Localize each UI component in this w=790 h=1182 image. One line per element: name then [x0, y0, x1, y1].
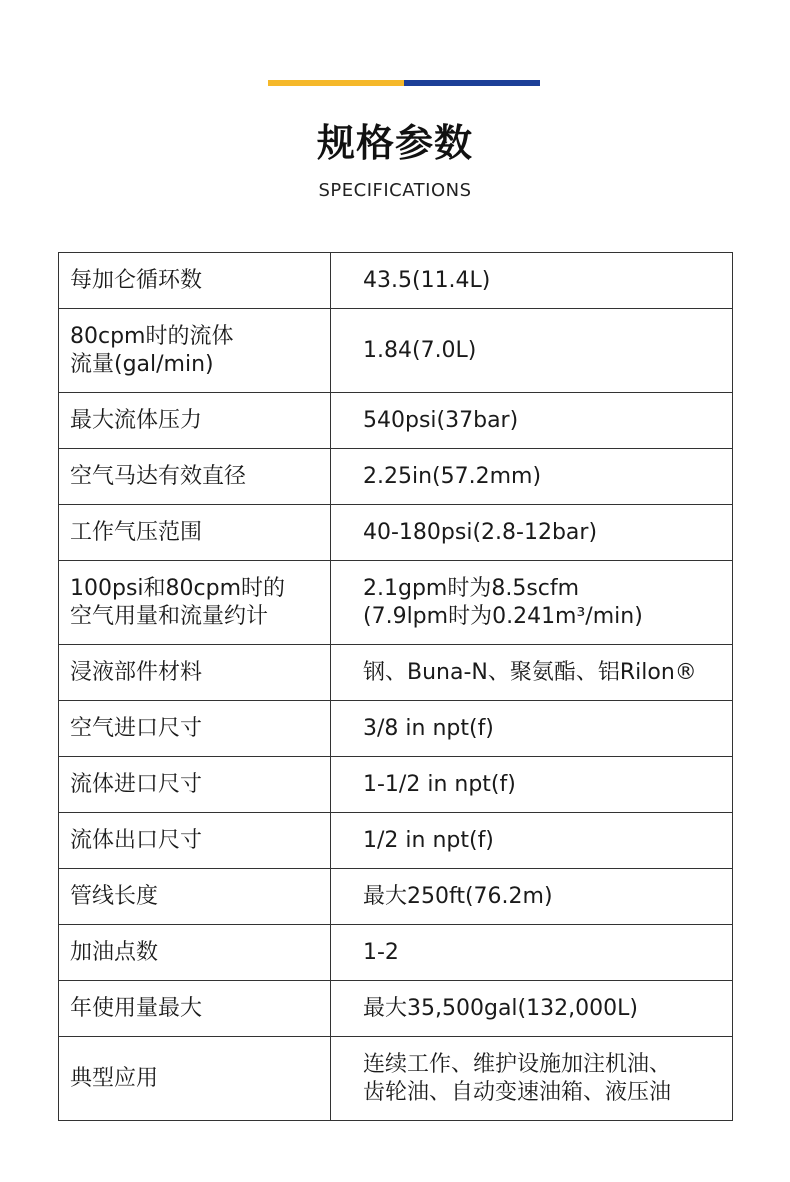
spec-label-line: 最大流体压力	[70, 407, 203, 433]
spec-label	[59, 757, 331, 813]
spec-value-line: 1-1/2 in npt(f)	[363, 771, 516, 797]
spec-value-line: 齿轮油、自动变速油箱、液压油	[363, 1079, 672, 1105]
spec-value	[331, 757, 733, 813]
spec-row	[59, 505, 733, 561]
spec-label	[59, 645, 331, 701]
spec-value-line: 最大250ft(76.2m)	[363, 883, 553, 909]
spec-value	[331, 505, 733, 561]
spec-label-line: 加油点数	[70, 939, 159, 965]
spec-label-line: 空气马达有效直径	[70, 463, 247, 489]
specifications-table-body	[59, 253, 733, 1121]
accent-bar-blue	[404, 80, 540, 86]
spec-value-line: 钢、Buna-N、聚氨酯、铝Rilon®	[363, 659, 697, 685]
spec-label	[59, 393, 331, 449]
spec-value	[331, 393, 733, 449]
specifications-table	[58, 252, 733, 1121]
spec-value	[331, 561, 733, 645]
spec-label	[59, 309, 331, 393]
spec-value-line: 40-180psi(2.8-12bar)	[363, 519, 598, 545]
spec-value-line: 1/2 in npt(f)	[363, 827, 494, 853]
spec-label	[59, 925, 331, 981]
spec-row	[59, 561, 733, 645]
spec-row	[59, 1037, 733, 1121]
spec-label	[59, 1037, 331, 1121]
spec-row	[59, 701, 733, 757]
spec-label-line: 100psi和80cpm时的	[70, 575, 286, 601]
spec-value	[331, 925, 733, 981]
spec-label-line: 年使用量最大	[70, 995, 203, 1021]
accent-bar-yellow	[268, 80, 404, 86]
spec-label-line: 典型应用	[70, 1065, 159, 1091]
spec-label-line: 工作气压范围	[70, 519, 203, 545]
spec-label-line: 80cpm时的流体	[70, 323, 234, 349]
spec-value-line: 1.84(7.0L)	[363, 337, 477, 363]
spec-value-line: 3/8 in npt(f)	[363, 715, 494, 741]
spec-row	[59, 925, 733, 981]
spec-row	[59, 393, 733, 449]
spec-row	[59, 449, 733, 505]
spec-value	[331, 701, 733, 757]
spec-label	[59, 701, 331, 757]
spec-label-line: 每加仑循环数	[70, 267, 203, 293]
spec-row	[59, 813, 733, 869]
spec-value-line: 540psi(37bar)	[363, 407, 519, 433]
spec-row	[59, 757, 733, 813]
spec-label	[59, 449, 331, 505]
spec-value	[331, 309, 733, 393]
spec-row	[59, 869, 733, 925]
spec-row	[59, 309, 733, 393]
spec-value-line: 1-2	[363, 939, 399, 965]
spec-value-line: 2.1gpm时为8.5scfm	[363, 575, 580, 601]
spec-label-line: 空气进口尺寸	[70, 715, 203, 741]
spec-row	[59, 253, 733, 309]
spec-label-line: 流量(gal/min)	[70, 351, 214, 377]
spec-label	[59, 813, 331, 869]
spec-label-line: 管线长度	[70, 883, 159, 909]
spec-row	[59, 981, 733, 1037]
spec-row	[59, 645, 733, 701]
spec-value-line: 最大35,500gal(132,000L)	[363, 995, 638, 1021]
spec-value-line: (7.9lpm时为0.241m³/min)	[363, 603, 643, 629]
spec-value	[331, 253, 733, 309]
spec-label-line: 流体出口尺寸	[70, 827, 203, 853]
spec-value	[331, 1037, 733, 1121]
spec-value	[331, 869, 733, 925]
spec-label	[59, 253, 331, 309]
spec-label	[59, 981, 331, 1037]
spec-label	[59, 505, 331, 561]
spec-value	[331, 813, 733, 869]
spec-label	[59, 561, 331, 645]
spec-label-line: 空气用量和流量约计	[70, 603, 269, 629]
spec-value-line: 2.25in(57.2mm)	[363, 463, 542, 489]
spec-value	[331, 449, 733, 505]
page-title: 规格参数	[316, 121, 473, 165]
spec-label-line: 流体进口尺寸	[70, 771, 203, 797]
spec-label	[59, 869, 331, 925]
spec-value-line: 连续工作、维护设施加注机油、	[363, 1051, 672, 1077]
page-subtitle: SPECIFICATIONS	[318, 180, 472, 201]
spec-label-line: 浸液部件材料	[70, 659, 203, 685]
spec-value	[331, 645, 733, 701]
spec-value-line: 43.5(11.4L)	[363, 267, 491, 293]
spec-value	[331, 981, 733, 1037]
